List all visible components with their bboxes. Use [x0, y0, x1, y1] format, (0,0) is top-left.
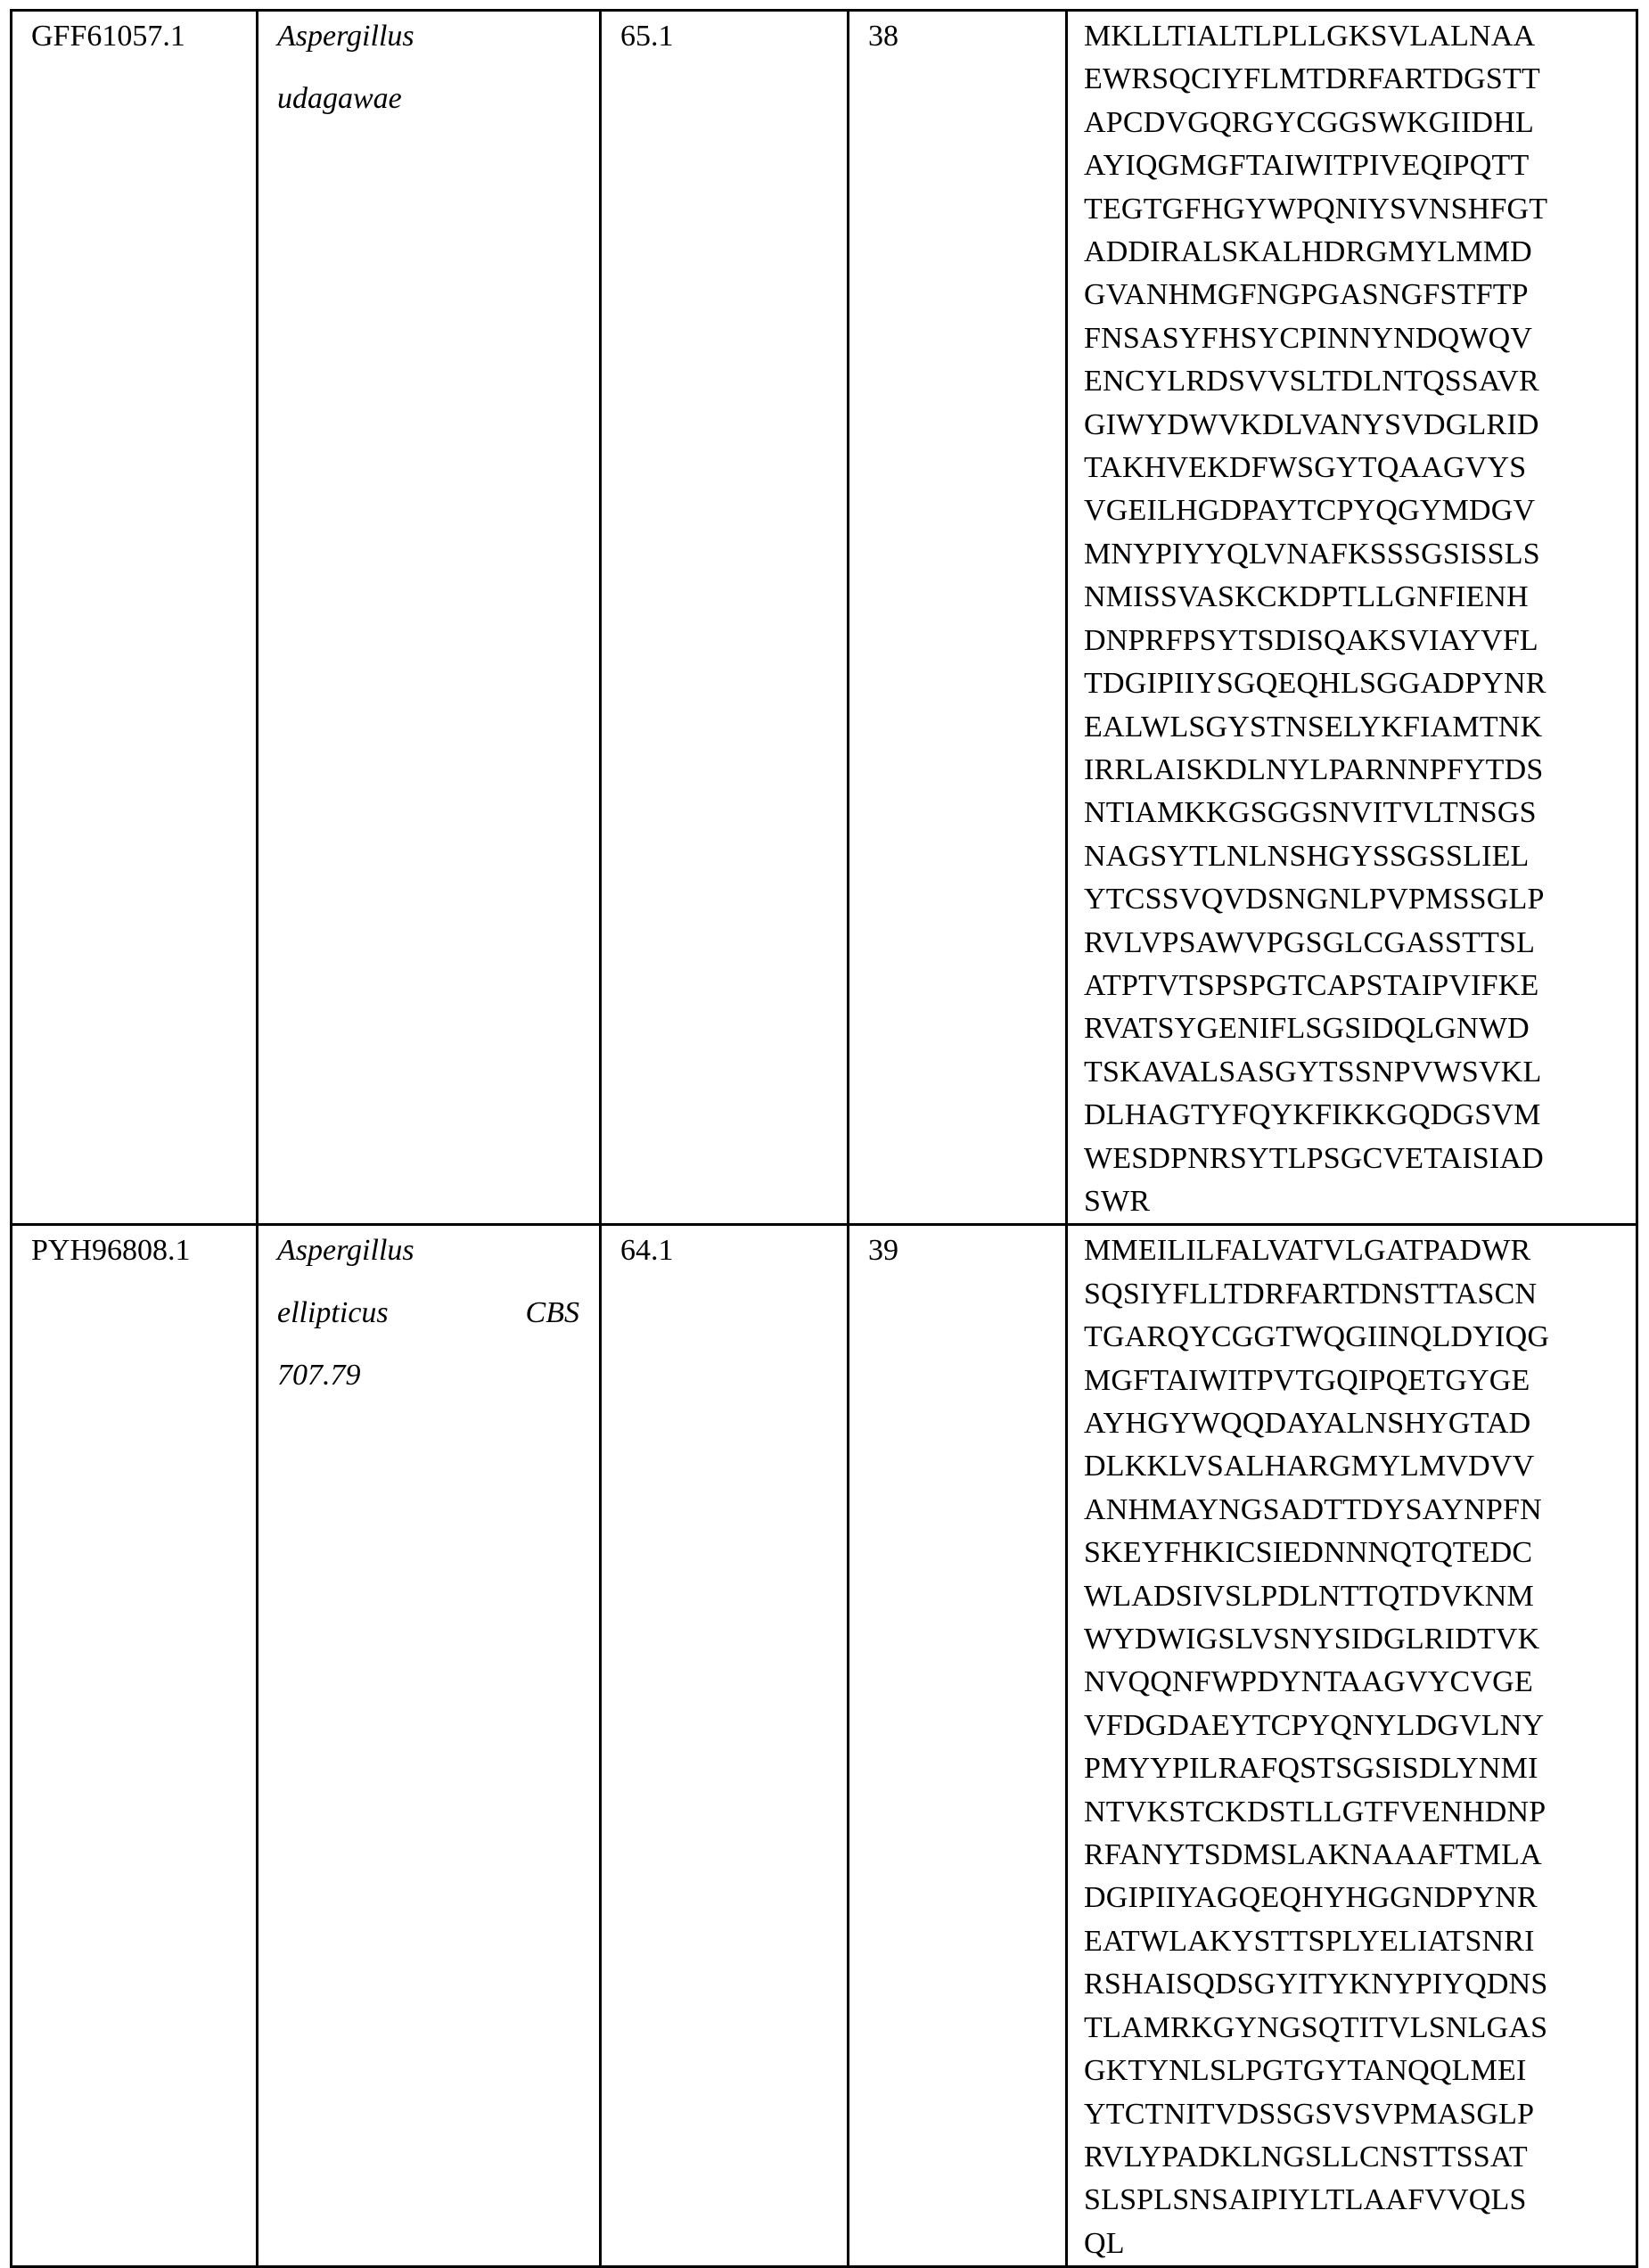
sequence-line: NTVKSTCKDSTLLGTFVENHDNP: [1084, 1795, 1546, 1828]
strain-prefix: CBS: [525, 1296, 579, 1330]
accession-id: PYH96808.1: [31, 1234, 191, 1268]
sequence-line: YTCSSVQVDSNGNLPVPMSSGLP: [1084, 883, 1545, 916]
sequence-line: VFDGDAEYTCPYQNYLDGVLNY: [1084, 1708, 1545, 1742]
sequence-line: EATWLAKYSTTSPLYELIATSNRI: [1084, 1924, 1535, 1958]
sequence-line: DLKKLVSALHARGMYLMVDVV: [1084, 1450, 1535, 1483]
sequence-line: TLAMRKGYNGSQTITVLSNLGAS: [1084, 2010, 1548, 2044]
sequence-line: RSHAISQDSGYITYKNYPIYQDNS: [1084, 1968, 1548, 2001]
sequence-line: NAGSYTLNLNSHGYSSGSSLIEL: [1084, 839, 1530, 873]
sequence-line: TGARQYCGGTWQGIINQLDYIQG: [1084, 1320, 1550, 1354]
sequence-line: RFANYTSDMSLAKNAAAFTMLA: [1084, 1838, 1542, 1872]
sequence-line: NTIAMKKGSGGSNVITVLTNSGS: [1084, 796, 1537, 830]
sequence-text: [1068, 1226, 1636, 2265]
sequence-line: MKLLTIALTLPLLGKSVLALNAA: [1084, 20, 1536, 53]
identity-cell: [601, 11, 849, 1225]
sequence-line: TEGTGFHGYWPQNIYSVNSHFGT: [1084, 192, 1548, 226]
accession-cell: [12, 1225, 258, 2267]
sequence-table: [10, 9, 1638, 2268]
sequence-line: WESDPNRSYTLPSGCVETAISIAD: [1084, 1141, 1544, 1175]
sequence-line: YTCTNITVDSSGSVSVPMASGLP: [1084, 2097, 1535, 2131]
species-cell: [258, 1225, 601, 2267]
sequence-cell: [1067, 11, 1637, 1225]
sequence-line: AYIQGMGFTAIWITPIVEQIPQTT: [1084, 149, 1530, 183]
species-epithet: ellipticus: [277, 1296, 389, 1330]
strain-number: 707.79: [277, 1359, 361, 1393]
sequence-line: EWRSQCIYFLMTDRFARTDGSTT: [1084, 62, 1540, 96]
identity-value: 64.1: [620, 1234, 674, 1268]
sequence-line: PMYYPILRAFQSTSGSISDLYNMI: [1084, 1752, 1538, 1786]
sequence-line: RVLVPSAWVPGSGLCGASSTTSL: [1084, 925, 1536, 959]
sequence-line: SQSIYFLLTDRFARTDNSTTASCN: [1084, 1277, 1538, 1311]
species-epithet: udagawae: [277, 82, 402, 115]
sequence-line: ATPTVTSPSPGTCAPSTAIPVIFKE: [1084, 968, 1539, 1002]
sequence-line: NVQQNFWPDYNTAAGVYCVGE: [1084, 1665, 1533, 1699]
sequence-line: GKTYNLSLPGTGYTANQQLMEI: [1084, 2054, 1527, 2088]
sequence-line: TSKAVALSASGYTSSNPVWSVKL: [1084, 1055, 1542, 1089]
sequence-line: ANHMAYNGSADTTDYSAYNPFN: [1084, 1492, 1542, 1526]
sequence-line: ENCYLRDSVVSLTDLNTQSSAVR: [1084, 365, 1539, 399]
sequence-line: SKEYFHKICSIEDNNNQTQTEDC: [1084, 1536, 1533, 1570]
accession-cell: [12, 11, 258, 1225]
sequence-line: WLADSIVSLPDLNTTQTDVKNM: [1084, 1579, 1534, 1613]
sequence-line: MGFTAIWITPVTGQIPQETGYGE: [1084, 1363, 1530, 1397]
sequence-line: FNSASYFHSYCPINNYNDQWQV: [1084, 321, 1533, 355]
sequence-line: WYDWIGSLVSNYSIDGLRIDTVK: [1084, 1623, 1540, 1656]
value-cell: [849, 1225, 1067, 2267]
sequence-line: ADDIRALSKALHDRGMYLMMD: [1084, 235, 1532, 269]
sequence-cell: [1067, 1225, 1637, 2267]
sequence-line: RVATSYGENIFLSGSIDQLGNWD: [1084, 1012, 1530, 1046]
sequence-text: [1068, 12, 1636, 1223]
species-cell: [258, 11, 601, 1225]
species-epithet-strain: [277, 1282, 579, 1344]
sequence-line: TAKHVEKDFWSGYTQAAGVYS: [1084, 451, 1527, 485]
species-genus: Aspergillus: [277, 1234, 414, 1268]
identity-value: 65.1: [620, 20, 674, 53]
numeric-value: 38: [868, 20, 898, 53]
table-row: [12, 1225, 1637, 2267]
sequence-line: RVLYPADKLNGSLLCNSTTSSAT: [1084, 2140, 1528, 2174]
sequence-line: NMISSVASKCKDPTLLGNFIENH: [1084, 580, 1529, 614]
sequence-line: TDGIPIIYSGQEQHLSGGADPYNR: [1084, 667, 1546, 701]
sequence-line: AYHGYWQQDAYALNSHYGTAD: [1084, 1407, 1531, 1440]
sequence-line: VGEILHGDPAYTCPYQGYMDGV: [1084, 494, 1536, 528]
sequence-line: DGIPIIYAGQEQHYHGGNDPYNR: [1084, 1881, 1538, 1915]
accession-id: GFF61057.1: [31, 20, 185, 53]
sequence-line: APCDVGQRGYCGGSWKGIIDHL: [1084, 105, 1534, 139]
sequence-line: SLSPLSNSAIPIYLTLAAFVVQLS: [1084, 2183, 1527, 2217]
sequence-line: EALWLSGYSTNSELYKFIAMTNK: [1084, 710, 1543, 744]
sequence-line: IRRLAISKDLNYLPARNNPFYTDS: [1084, 752, 1544, 786]
species-genus: Aspergillus: [277, 20, 414, 53]
sequence-line: MNYPIYYQLVNAFKSSSGSISSLS: [1084, 537, 1540, 571]
sequence-line: GVANHMGFNGPGASNGFSTFTP: [1084, 278, 1529, 312]
value-cell: [849, 11, 1067, 1225]
sequence-line: SWR: [1084, 1184, 1151, 1218]
sequence-line: MMEILILFALVATVLGATPADWR: [1084, 1234, 1531, 1268]
sequence-line: DNPRFPSYTSDISQAKSVIAYVFL: [1084, 623, 1538, 657]
identity-cell: [601, 1225, 849, 2267]
sequence-line: QL: [1084, 2226, 1125, 2260]
sequence-line: GIWYDWVKDLVANYSVDGLRID: [1084, 407, 1539, 441]
numeric-value: 39: [868, 1234, 898, 1268]
table-row: [12, 11, 1637, 1225]
sequence-line: DLHAGTYFQYKFIKKGQDGSVM: [1084, 1098, 1541, 1132]
